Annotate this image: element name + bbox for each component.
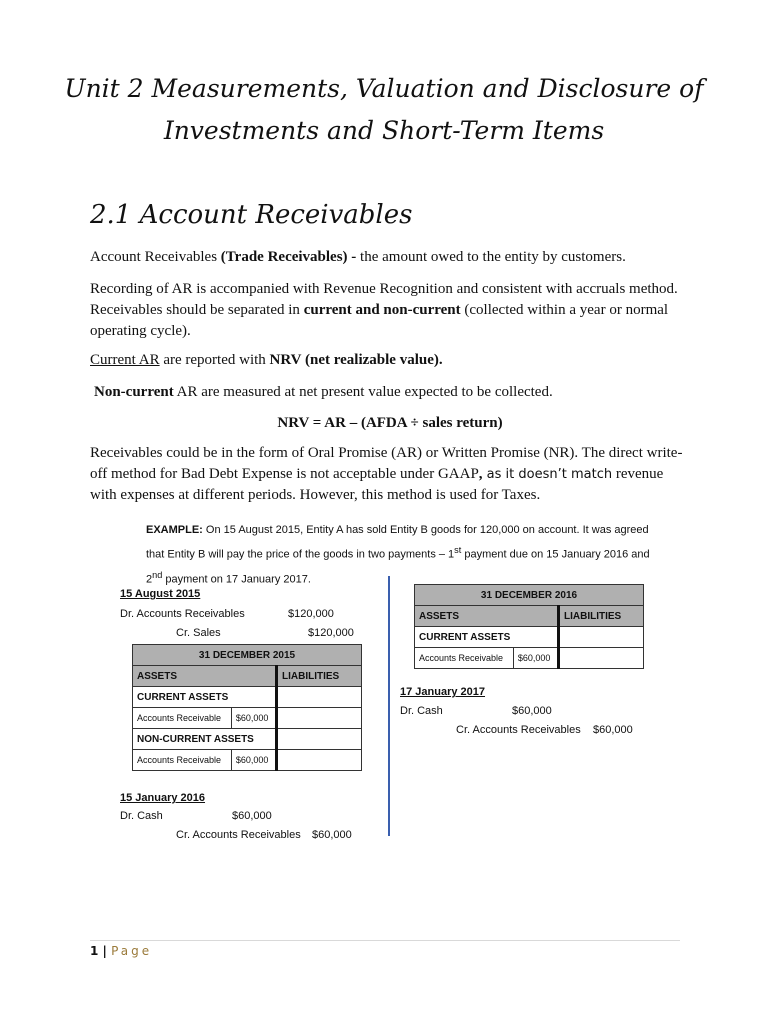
paragraph-recording [90,279,690,342]
vertical-divider [388,576,390,836]
entry-debit-amount: $60,000 [512,705,552,717]
entry-credit: Cr. Accounts Receivables [456,724,581,736]
text: Recording of AR is accompanied with Revenue Recognition and consistent with accruals method. Receivables should be separated in [90,281,678,318]
paragraph-noncurrent-ar [94,382,694,403]
entry-credit-amount: $60,000 [312,829,352,841]
title-line-2: Investments and Short-Term Items [163,116,605,145]
text: the amount owed to the entity by customers. [356,249,626,265]
entry-credit-amount: $120,000 [308,627,354,639]
table-header: 31 DECEMBER 2015 [133,645,362,666]
group-noncurrent-assets: NON-CURRENT ASSETS [133,729,277,750]
text: (collected within a year or normal operating cycle). [90,302,669,339]
example-text [146,520,656,589]
text: are reported with [159,352,270,368]
example-figure [120,512,660,847]
text: AR are measured at net present value expected to be collected. [173,384,553,400]
document-title [0,68,768,152]
page-footer [90,944,152,958]
bold-text: , [478,466,483,482]
entry-debit-amount: $60,000 [232,810,272,822]
empty-cell [277,708,362,729]
entry-debit-amount: $120,000 [288,608,334,620]
column-assets: ASSETS [133,666,277,687]
text: payment on 17 January 2017. [162,573,311,586]
text: as it doesn’t match [482,467,613,482]
title-line-1: Unit 2 Measurements, Valuation and Disclosure of [64,74,704,103]
section-heading: 2.1 Account Receivables [90,200,413,230]
footer-separator: | [98,944,112,958]
empty-cell [559,627,644,648]
row-amount: $60,000 [231,750,276,771]
balance-sheet-2015 [132,644,362,771]
row-amount: $60,000 [513,648,558,669]
row-amount: $60,000 [231,708,276,729]
text: On 15 August 2015, Entity A has sold Entity B goods for 120,000 on account. It was agreed that Entity B will pay the price of the goods in two payments – 1 [146,524,649,561]
entry-date: 17 January 2017 [400,686,486,698]
example-label: EXAMPLE: [146,524,203,536]
text: revenue with expenses at different periods. However, this method is used for Taxes. [90,466,664,503]
entry-date: 15 January 2016 [120,792,206,804]
row-label: Accounts Receivable [415,648,514,669]
text: Receivables could be in the form of Oral Promise (AR) or Written Promise (NR). The direct write-off method for Bad Debt Expense is not acceptable under GAAP [90,445,683,482]
bold-text: Non-current [94,384,174,400]
group-current-assets: CURRENT ASSETS [415,627,559,648]
paragraph-definition [90,247,690,268]
empty-cell [277,687,362,708]
bold-text: (Trade Receivables) - [220,249,357,265]
empty-cell [559,648,644,669]
empty-cell [277,750,362,771]
entry-debit: Dr. Cash [400,705,443,717]
footer-divider [90,940,680,941]
entry-date: 15 August 2015 [120,588,201,600]
row-label: Accounts Receivable [133,750,232,771]
superscript: nd [152,569,163,580]
balance-sheet-2016 [414,584,644,669]
entry-debit: Dr. Accounts Receivables [120,608,245,620]
bold-text: NRV (net realizable value). [269,352,443,368]
table-header: 31 DECEMBER 2016 [415,585,644,606]
empty-cell [277,729,362,750]
paragraph-promise [90,443,690,506]
paragraph-current-ar [90,350,690,371]
formula-text: NRV = AR – (AFDA ÷ sales return) [277,415,503,431]
underlined-text: Current AR [90,352,160,368]
page-word: Page [111,944,153,958]
bold-text: current and non-current [303,302,461,318]
superscript: st [454,545,462,555]
entry-debit: Dr. Cash [120,810,163,822]
text: Account Receivables [90,249,221,265]
column-assets: ASSETS [415,606,559,627]
group-current-assets: CURRENT ASSETS [133,687,277,708]
text: payment due on 15 January 2016 and 2 [146,548,650,586]
row-label: Accounts Receivable [133,708,232,729]
formula [90,413,690,434]
column-liabilities: LIABILITIES [559,606,644,627]
column-liabilities: LIABILITIES [277,666,362,687]
entry-credit: Cr. Sales [176,627,221,639]
entry-credit: Cr. Accounts Receivables [176,829,301,841]
entry-credit-amount: $60,000 [593,724,633,736]
page-number: 1 [90,944,99,958]
